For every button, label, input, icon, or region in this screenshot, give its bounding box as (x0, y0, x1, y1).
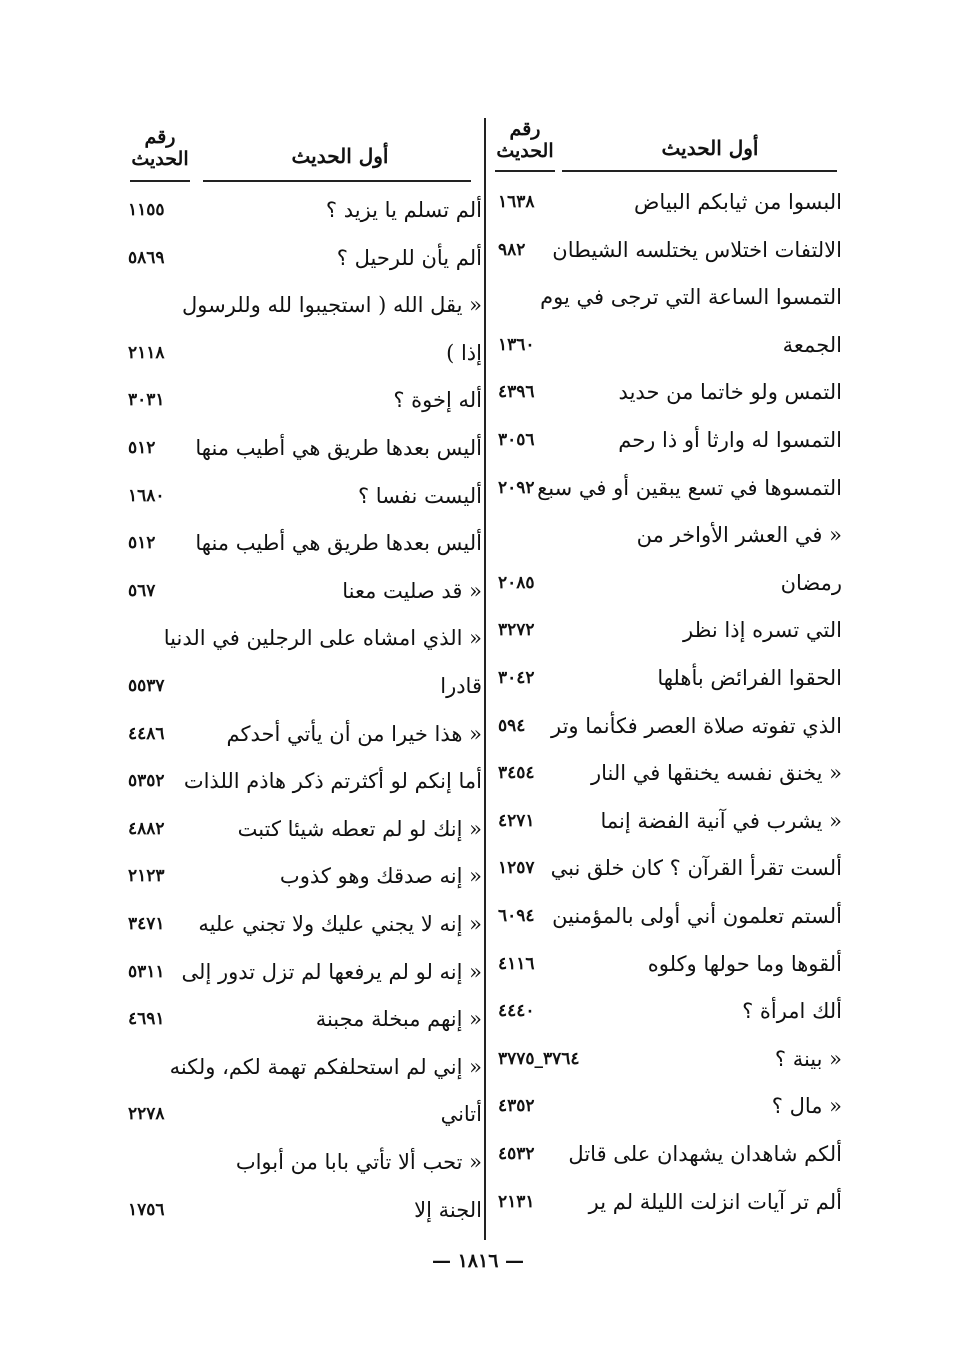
entry-text: التمسوا الساعة التي ترجى في يوم (540, 285, 842, 310)
entry-number: ٤٣٥٢ (498, 1096, 535, 1117)
entry-text: « قد صليت معنا (342, 578, 482, 603)
entry-number: ٥٦٧ (128, 580, 156, 601)
entry-text: ألك امرأة ؟ (742, 999, 842, 1024)
entry-number: ٣٧٦٤_٣٧٧٥ (498, 1048, 580, 1069)
column-divider (484, 118, 486, 1240)
entry-number: ٥٨٦٩ (128, 247, 165, 268)
entry-number: ٥١٢ (128, 533, 156, 554)
entry-number: ١٦٨٠ (128, 485, 165, 506)
entry-text: ألم تر آيات انزلت الليلة لم ير (588, 1189, 842, 1214)
entry-text: « إني لم استحلفكم تهمة لكم، ولكنه (169, 1054, 482, 1079)
entry-text: « إنه صدقك وهو كذوب (279, 864, 482, 889)
right-header-rule (562, 170, 837, 172)
right-number-rule (495, 170, 555, 172)
entry-number: ٥١٢ (128, 438, 156, 458)
entry-number: ٤٤٨٦ (128, 723, 165, 744)
left-header-rule (203, 180, 471, 182)
entry-text: « في العشر الأواخر من (636, 523, 842, 548)
entry-text: أتاني (440, 1102, 482, 1127)
entry-text: « إنه لو لم يرفعها لم تزل تدور إلى (181, 959, 482, 984)
entry-text: إذا ) (446, 340, 482, 365)
entry-number: ١٦٣٨ (498, 192, 535, 212)
entry-text: رمضان (780, 570, 842, 595)
number-header-line2: الحديث (131, 148, 189, 170)
entry-text: « هذا خيرا من أن يأتي أحدكم (226, 721, 482, 746)
left-number-header (125, 126, 195, 170)
entry-number: ٢١٢٣ (128, 866, 165, 887)
page-number: — ١٨١٦ — (431, 1250, 525, 1272)
entry-number: ٣٤٧١ (128, 914, 165, 934)
right-first-header: أول الحديث (661, 136, 759, 160)
entry-number: ٣٤٥٤ (498, 763, 535, 784)
entry-number: ٤٦٩١ (128, 1009, 165, 1030)
entry-text: الحقوا الفرائض بأهلها (657, 666, 842, 690)
entry-number: ٥٥٣٧ (128, 676, 165, 696)
entry-text: ألم تسلم يا يزيد ؟ (325, 198, 482, 222)
entry-text: الجنة إلا (414, 1197, 482, 1222)
number-header-line2: الحديث (496, 140, 554, 162)
entry-text: التي تسره إذا نظر (683, 618, 842, 643)
entry-text: أله إخوة ؟ (393, 388, 482, 413)
entry-text: « إنهم مبخلة مجبنة (315, 1007, 482, 1032)
entry-number: ٤١١٦ (498, 953, 535, 974)
entry-text: ألم يأن للرحيل ؟ (336, 245, 482, 270)
left-number-rule (130, 180, 190, 182)
entry-number: ٢٢٧٨ (128, 1104, 165, 1125)
entry-text: « تحب ألا تأتي بابا من أبواب (235, 1150, 482, 1174)
entry-number: ١٢٥٧ (498, 858, 535, 879)
entry-number: ٢٠٩٢ (498, 477, 535, 498)
entry-number: ١١٥٥ (128, 200, 165, 220)
entry-text: « إنك لو لم تعطه شيئا كتبت (237, 816, 482, 841)
entry-number: ٥٩٤ (498, 715, 526, 736)
entry-number: ١٣٦٠ (498, 334, 535, 355)
entry-text: ألستم تعلمون أني أولى بالمؤمنين (552, 904, 842, 928)
entry-text: « إنه لا يجني عليك ولا تجني عليه (198, 912, 482, 936)
entry-text: « يخنق نفسه يخنقها في النار (590, 761, 842, 786)
entry-number: ٤٤٤٠ (498, 1001, 535, 1022)
entry-number: ٤٣٩٦ (498, 382, 535, 403)
entry-text: « الذي امشاه على الرجلين في الدنيا (163, 626, 482, 651)
entry-number: ٤٥٣٢ (498, 1144, 535, 1164)
number-header-line1: رقم (509, 118, 541, 140)
entry-number: ٢١١٨ (128, 342, 165, 363)
entry-text: ألقوها وما حولها وكلوه (647, 951, 842, 976)
entry-text: التمسوا له وارثا أو ذا رحم (618, 428, 842, 452)
entry-number: ٣٢٧٢ (498, 620, 535, 641)
entry-number: ٤٢٧١ (498, 810, 535, 831)
entry-text: أليست نفسا ؟ (357, 483, 482, 508)
entry-text: أليس بعدها طريق هي أطيب منها (195, 531, 482, 556)
entry-number: ٥٣١١ (128, 961, 165, 982)
entry-text: التمس ولو خاتما من حديد (618, 380, 842, 405)
number-header-line1: رقم (144, 126, 176, 148)
entry-text: التمسوها في تسع يبقين أو في سبع (537, 475, 842, 500)
entry-text: أما إنكم لو أكثرتم ذكر هاذم اللذات (183, 769, 482, 794)
entry-text: « بينة ؟ (774, 1046, 842, 1071)
entry-number: ٥٣٥٢ (128, 771, 165, 792)
entry-text: « يقل الله ( استجيبوا لله وللرسول (182, 293, 482, 318)
entry-number: ٤٨٨٢ (128, 818, 165, 839)
entry-number: ٩٨٢ (498, 239, 526, 260)
entry-text: البسوا من ثيابكم البياض (634, 190, 842, 214)
entry-text: ألست تقرأ القرآن ؟ كان خلق نبي (550, 856, 842, 881)
entry-number: ٣٠٣١ (128, 390, 165, 411)
entry-number: ٢٠٨٥ (498, 572, 535, 593)
entry-text: قادرا (440, 674, 482, 698)
entry-text: « مال ؟ (771, 1094, 842, 1119)
entry-text: الالتفات اختلاس يختلسه الشيطان (552, 237, 842, 262)
entry-text: الجمعة (782, 332, 842, 357)
entry-number: ٣٠٤٢ (498, 668, 535, 688)
entry-text: أليس بعدها طريق هي أطيب منها (195, 436, 482, 460)
left-first-header: أول الحديث (291, 144, 389, 168)
entry-number: ١٧٥٦ (128, 1199, 165, 1220)
entry-text: « يشرب في آنية الفضة إنما (600, 808, 842, 833)
entry-text: الذي تفوته صلاة العصر فكأنما وتر (550, 713, 842, 738)
entry-text: ألكم شاهدان يشهدان على قاتل (568, 1142, 842, 1166)
entry-number: ٣٠٥٦ (498, 430, 535, 450)
entry-number: ٢١٣١ (498, 1191, 535, 1212)
right-number-header (490, 118, 560, 162)
entry-number: ٦٠٩٤ (498, 906, 535, 926)
